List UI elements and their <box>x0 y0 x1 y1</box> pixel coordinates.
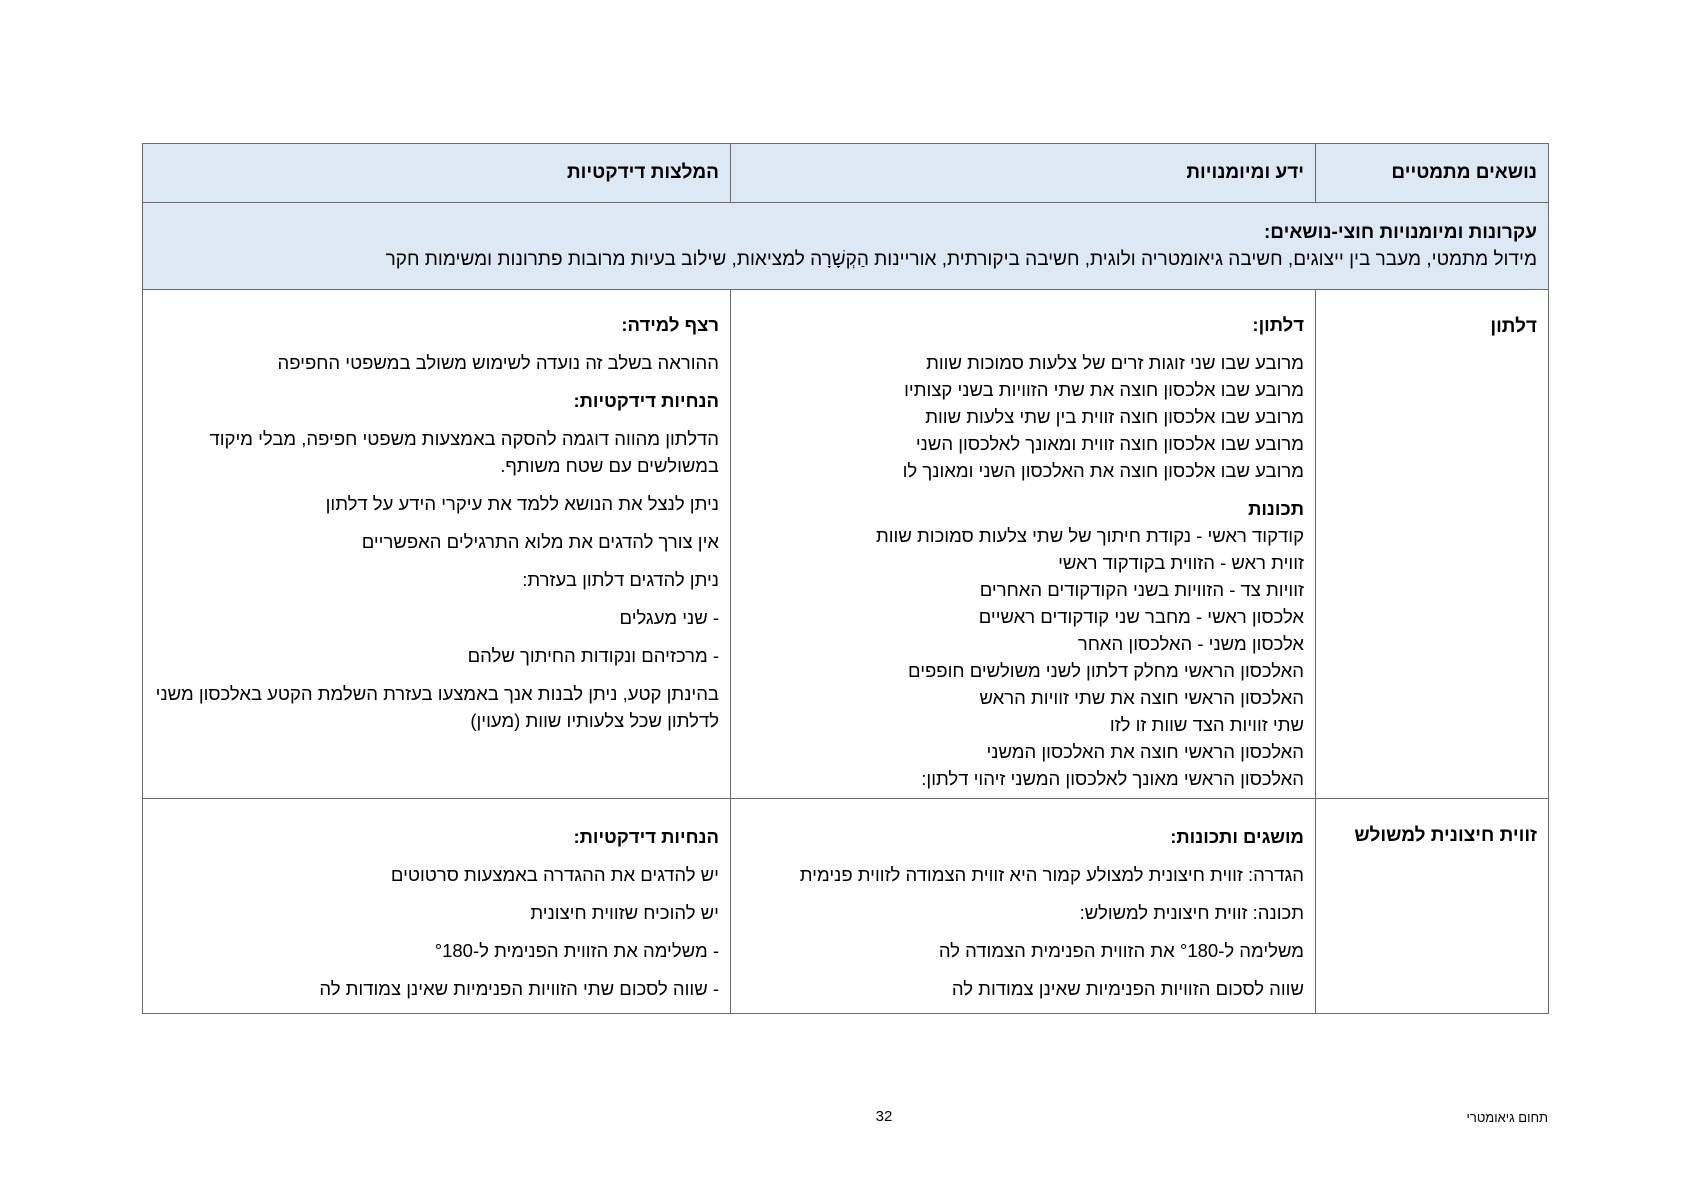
kite-def: מרובע שבו אלכסון חוצה את האלכסון השני ומאונך לו <box>902 460 1304 481</box>
kite-def: מרובע שבו שני זוגות זרים של צלעות סמוכות שוות <box>926 352 1304 373</box>
kite-properties-title: תכונות <box>1248 498 1304 519</box>
header-topics: נושאים מתמטיים <box>1316 144 1549 203</box>
rec-ext-title: הנחיות דידקטיות: <box>573 826 719 847</box>
table-header-row <box>143 144 1549 203</box>
knowledge-exterior-angle <box>731 799 1316 1014</box>
rec-kite-text: בהינתן קטע, ניתן לבנות אנך באמצעו בעזרת השלמת הקטע באלכסון משני לדלתון שכל צלעותיו שוות (מעוין) <box>155 683 719 731</box>
rec-ext-text: - שווה לסכום שתי הזוויות הפנימיות שאינן צמודות לה <box>319 978 719 999</box>
kite-prop: זוויות צד - הזוויות בשני הקודקודים האחרים <box>979 579 1304 600</box>
rec-kite-text: ניתן להדגים דלתון בעזרת: <box>522 569 719 590</box>
kite-prop: קודקוד ראשי - נקודת חיתוך של שתי צלעות סמוכות שוות <box>875 525 1304 546</box>
kite-prop: האלכסון הראשי מחלק דלתון לשני משולשים חופפים <box>908 660 1304 681</box>
knowledge-kite <box>731 290 1316 799</box>
page-number: 32 <box>875 1108 893 1125</box>
kite-prop: שתי זוויות הצד שוות זו לזו <box>1109 714 1304 735</box>
kite-def: מרובע שבו אלכסון חוצה את שתי הזוויות בשני קצותיו <box>904 379 1304 400</box>
topic-exterior-angle: זווית חיצונית למשולש <box>1316 799 1549 1014</box>
rec-ext-text: יש להדגים את ההגדרה באמצעות סרטוטים <box>390 864 719 885</box>
kite-prop: אלכסון משני - האלכסון האחר <box>1077 633 1304 654</box>
kite-prop: האלכסון הראשי מאונך לאלכסון המשני זיהוי דלתון: <box>921 768 1304 789</box>
recommendations-exterior-angle <box>143 799 731 1014</box>
knowledge-kite-title: דלתון: <box>1252 314 1304 335</box>
header-knowledge: ידע ומיומנויות <box>731 144 1316 203</box>
topic-kite: דלתון <box>1316 290 1549 799</box>
knowledge-ext-text: תכונה: זווית חיצונית למשולש: <box>1079 902 1304 923</box>
rec-kite-text: הדלתון מהווה דוגמה להסקה באמצעות משפטי חפיפה, מבלי מיקוד במשולשים עם שטח משותף. <box>209 428 719 476</box>
table-row <box>143 799 1549 1014</box>
kite-def: מרובע שבו אלכסון חוצה זווית ומאונך לאלכסון השני <box>915 433 1304 454</box>
table-row <box>143 290 1549 799</box>
rec-kite-text: - מרכזיהם ונקודות החיתוך שלהם <box>467 645 719 666</box>
rec-kite-text: - שני מעגלים <box>619 607 719 628</box>
knowledge-ext-text: שווה לסכום הזוויות הפנימיות שאינן צמודות לה <box>951 978 1304 999</box>
knowledge-ext-text: הגדרה: זווית חיצונית למצולע קמור היא זווית הצמודה לזווית פנימית <box>799 864 1304 885</box>
kite-definitions <box>742 349 1304 484</box>
cross-topic-title: עקרונות ומיומנויות חוצי-נושאים: <box>1263 222 1537 243</box>
kite-prop: זווית ראש - הזווית בקודקוד ראשי <box>1058 552 1304 573</box>
curriculum-table <box>142 143 1549 1014</box>
cross-topic-text: מידול מתמטי, מעבר בין ייצוגים, חשיבה גיאומטריה ולוגית, חשיבה ביקורתית, אוריינות הַקְשָׁרָה למציאות, שילוב בעיות מרובות פתרונות ומשימות חקר <box>385 249 1537 270</box>
rec-kite-text: ניתן לנצל את הנושא ללמד את עיקרי הידע על דלתון <box>325 493 719 514</box>
cross-topic-row <box>143 203 1549 290</box>
kite-prop: אלכסון ראשי - מחבר שני קודקודים ראשיים <box>978 606 1304 627</box>
recommendations-kite <box>143 290 731 799</box>
knowledge-ext-title: מושגים ותכונות: <box>1170 826 1304 847</box>
rec-kite-text: ההוראה בשלב זה נועדה לשימוש משולב במשפטי החפיפה <box>277 352 719 373</box>
kite-properties <box>742 522 1304 792</box>
header-recommendations: המלצות דידקטיות <box>143 144 731 203</box>
cross-topic-cell <box>143 203 1549 290</box>
kite-prop: האלכסון הראשי חוצה את האלכסון המשני <box>986 741 1304 762</box>
rec-kite-title: רצף למידה: <box>621 314 719 335</box>
kite-prop: האלכסון הראשי חוצה את שתי זוויות הראש <box>979 687 1304 708</box>
rec-kite-subtitle: הנחיות דידקטיות: <box>573 390 719 411</box>
kite-def: מרובע שבו אלכסון חוצה זווית בין שתי צלעות שוות <box>925 406 1304 427</box>
knowledge-ext-text: משלימה ל-°180 את הזווית הפנימית הצמודה לה <box>938 940 1304 961</box>
rec-ext-text: יש להוכיח שזווית חיצונית <box>530 902 719 923</box>
rec-ext-text: - משלימה את הזווית הפנימית ל-°180 <box>434 940 719 961</box>
footer-section: תחום גיאומטרי <box>1466 1110 1548 1125</box>
rec-kite-text: אין צורך להדגים את מלוא התרגילים האפשריים <box>361 531 719 552</box>
